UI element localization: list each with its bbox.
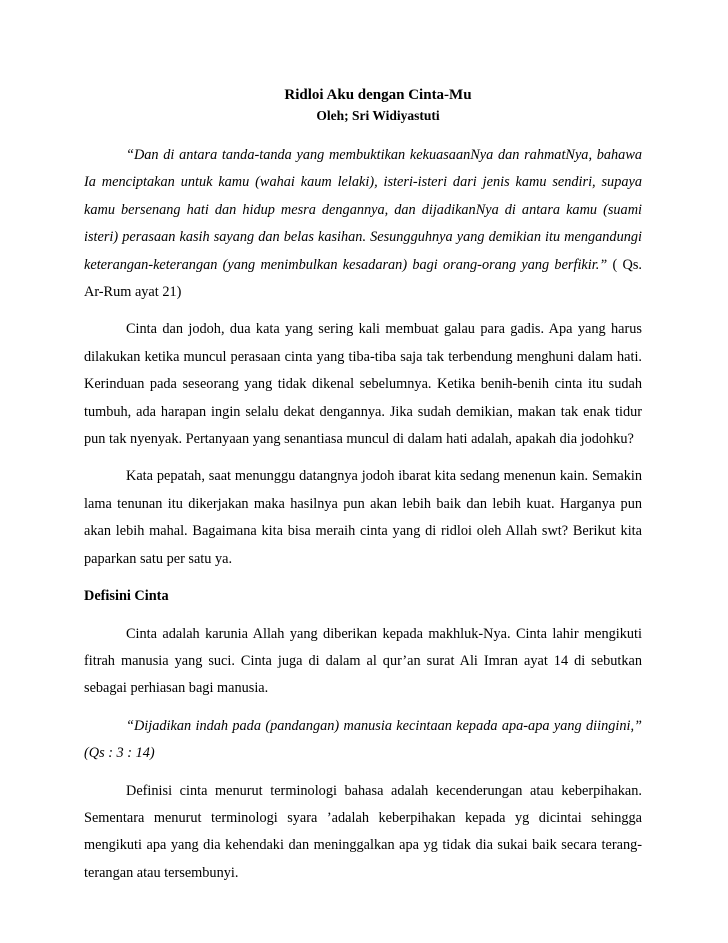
opening-quote — [84, 142, 642, 306]
paragraph-karunia: Cinta adalah karunia Allah yang diberikan kepada makhluk-Nya. Cinta lahir mengikuti fitrah manusia yang suci. Cinta juga di dalam al qur’an surat Ali Imran ayat 14 di sebutkan sebagai perhiasan bagi manusia. — [84, 625, 642, 697]
opening-quote-text: “Dan di antara tanda-tanda yang membuktikan kekuasaanNya dan rahmatNya, bahawa Ia menciptakan untuk kamu (wahai kaum lelaki), isteri-isteri dari jenis kamu sendiri, supaya kamu bersenang hati dan hidup mesra dengannya, dan dijadikanNya di antara kamu (suami isteri) perasaan kasih sayang dan belas kasihan. Sesungguhnya yang demikian itu mengandungi keterangan-keterangan (yang menimbulkan kesadaran) bagi orang-orang yang berfikir.” — [84, 147, 642, 273]
section-heading-definisi: Defisini Cinta — [84, 588, 169, 605]
document-body — [84, 84, 642, 897]
document-author: Oleh; Sri Widiyastuti — [316, 108, 440, 123]
document-title: Ridloi Aku dengan Cinta-Mu — [284, 87, 472, 103]
paragraph-cinta-jodoh: Cinta dan jodoh, dua kata yang sering kali membuat galau para gadis. Apa yang harus dilakukan ketika muncul perasaan cinta yang tiba-tiba saja tak terbendung menghuni dalam hati. Kerinduan pada seseorang yang tidak dikenal sebelumnya. Ketika benih-benih cinta itu sudah tumbuh, ada harapan ingin selalu dekat dengannya. Jika sudah demikian, makan tak enak tidur pun tak nyenyak. Pertanyaan yang senantiasa muncul di dalam hati adalah, apakah dia jodohku? — [84, 321, 642, 448]
quote-ali-imran: “Dijadikan indah pada (pandangan) manusia kecintaan kepada apa-apa yang diingini,” (Qs : 3 : 14) — [84, 717, 642, 762]
paragraph-definisi: Definisi cinta menurut terminologi bahasa adalah kecenderungan atau keberpihakan. Sementara menurut terminologi syara ’adalah keberpihakan kepada yg dicintai sehingga mengikuti apa yang dia kehendaki dan meninggalkan apa yg tidak dia sukai baik secara terang-terangan atau tersembunyi. — [84, 782, 642, 881]
opening-quote-reference: ( Qs. Ar-Rum ayat 21) — [84, 256, 643, 301]
paragraph-pepatah: Kata pepatah, saat menunggu datangnya jodoh ibarat kita sedang menenun kain. Semakin lama tenunan itu dikerjakan maka hasilnya pun akan lebih baik dan lebih kuat. Harganya pun akan lebih mahal. Bagaimana kita bisa meraih cinta yang di ridloi oleh Allah swt? Berikut kita paparkan satu per satu ya. — [84, 468, 642, 567]
